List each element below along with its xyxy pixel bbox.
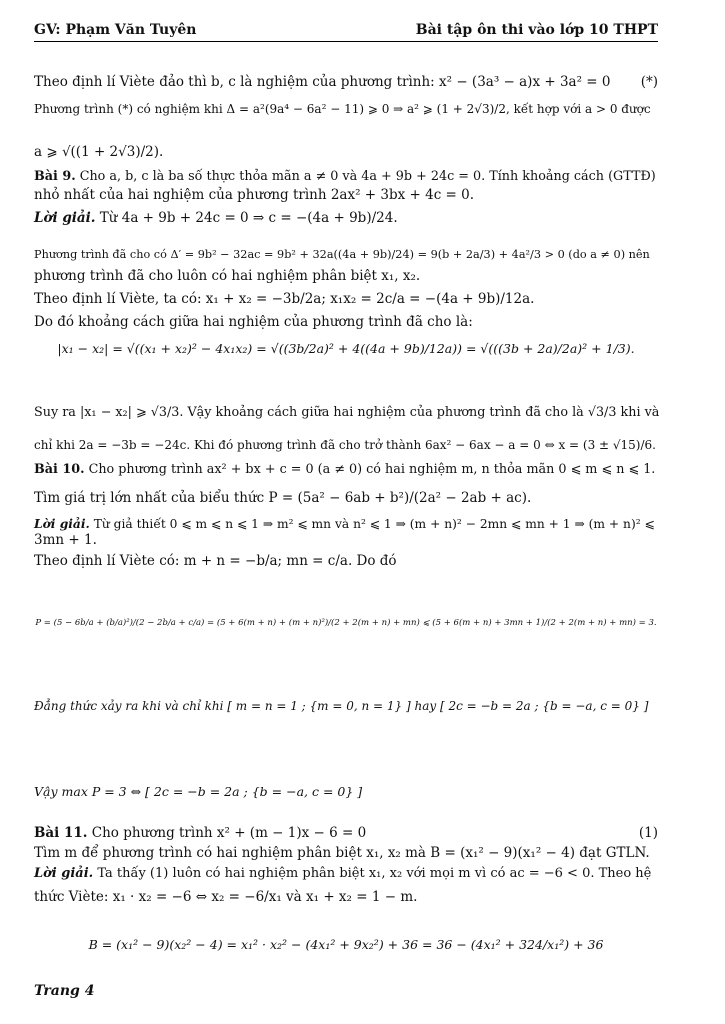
solution-11: Lời giải. Ta thấy (1) luôn có hai nghiệm phân biệt x₁, x₂ với mọi m vì có ac = −6 < 0. Theo hệ (34, 866, 652, 881)
formula: P = (5 − 6b/a + (b/a)²)/(2 − 2b/a + c/a) = (5 + 6(m + n) + (m + n)²)/(2 + 2(m + n) + mn) ⩽ (5 + 6(m + n) + 3mn + 1)/(2 + 2(m + n) + mn) = 3. (35, 618, 657, 628)
page-number: Trang 4 (34, 983, 95, 999)
text-line: Phương trình đã cho có Δ′ = 9b² − 32ac = 9b² + 32a((4a + 9b)/24) = 9(b + 2a/3) + 4a²/3 > 0 (do a ≠ 0) nên (34, 248, 650, 261)
solution-label: Lời giải. (34, 866, 94, 881)
text-line: Suy ra |x₁ − x₂| ⩾ √3/3. Vậy khoảng cách giữa hai nghiệm của phương trình đã cho là √3/3 khi và (34, 405, 660, 420)
text-line: phương trình đã cho luôn có hai nghiệm phân biệt x₁, x₂. (34, 268, 421, 284)
problem-label: Bài 9. (34, 169, 76, 184)
solution-10: Lời giải. Từ giả thiết 0 ⩽ m ⩽ n ⩽ 1 ⇒ m² ⩽ mn và n² ⩽ 1 ⇒ (m + n)² − 2mn ⩽ mn + 1 ⇒ (m + n)² ⩽ (34, 516, 655, 531)
solution-label: Lời giải. (34, 210, 96, 226)
problem-11: Bài 11. Cho phương trình x² + (m − 1)x − 6 = 0 (1) (34, 825, 658, 841)
text-line: Tìm giá trị lớn nhất của biểu thức P = (5a² − 6ab + b²)/(2a² − 2ab + ac). (34, 490, 532, 506)
problem-label: Bài 10. (34, 462, 85, 477)
header-author: GV: Phạm Văn Tuyên (34, 22, 197, 38)
formula: B = (x₁² − 9)(x₂² − 4) = x₁² · x₂² − (4x₁² + 9x₂²) + 36 = 36 − (4x₁² + 324/x₁²) + 36 (88, 937, 604, 952)
condition-line: Đẳng thức xảy ra khi và chỉ khi [ m = n = 1 ; {m = 0, n = 1} ] hay [ 2c = −b = 2a ; {b = −a, c = 0} ] (34, 699, 649, 713)
text-line: Theo định lí Viète có: m + n = −b/a; mn = c/a. Do đó (34, 553, 397, 569)
problem-9: Bài 9. Cho a, b, c là ba số thực thỏa mãn a ≠ 0 và 4a + 9b + 24c = 0. Tính khoảng cách (GTTĐ) (34, 169, 656, 184)
solution-label: Lời giải. (34, 516, 90, 531)
header-title: Bài tập ôn thi vào lớp 10 THPT (415, 22, 658, 38)
text-line: thức Viète: x₁ · x₂ = −6 ⇔ x₂ = −6/x₁ và x₁ + x₂ = 1 − m. (34, 889, 418, 905)
text-line: Phương trình (*) có nghiệm khi Δ = a²(9a⁴ − 6a² − 11) ⩾ 0 ⇒ a² ⩾ (1 + 2√3)/2, kết hợp với a > 0 được (34, 102, 651, 116)
text-line: Tìm m để phương trình có hai nghiệm phân biệt x₁, x₂ mà B = (x₁² − 9)(x₁² − 4) đạt GTLN. (34, 845, 650, 861)
text-line: a ⩾ √((1 + 2√3)/2). (34, 144, 164, 160)
text-line: nhỏ nhất của hai nghiệm của phương trình 2ax² + 3bx + 4c = 0. (34, 187, 475, 203)
page-header (34, 22, 658, 42)
text-line: Theo định lí Viète, ta có: x₁ + x₂ = −3b/2a; x₁x₂ = 2c/a = −(4a + 9b)/12a. (34, 291, 535, 307)
problem-10: Bài 10. Cho phương trình ax² + bx + c = 0 (a ≠ 0) có hai nghiệm m, n thỏa mãn 0 ⩽ m ⩽ n ⩽ 1. (34, 462, 656, 477)
problem-label: Bài 11. (34, 825, 88, 841)
text-line: chỉ khi 2a = −3b = −24c. Khi đó phương trình đã cho trở thành 6ax² − 6ax − a = 0 ⇔ x = (3 ± √15)/6. (34, 438, 656, 452)
text-line: 3mn + 1. (34, 532, 97, 548)
equation-tag: (*) (640, 74, 658, 90)
conclusion-line: Vậy max P = 3 ⇔ [ 2c = −b = 2a ; {b = −a, c = 0} ] (34, 784, 363, 799)
solution-9: Lời giải. Từ 4a + 9b + 24c = 0 ⇒ c = −(4a + 9b)/24. (34, 210, 398, 226)
equation-tag: (1) (638, 825, 658, 841)
text-line: Theo định lí Viète đảo thì b, c là nghiệm của phương trình: x² − (3a³ − a)x + 3a² = 0 (*) (34, 74, 658, 90)
text-line: Do đó khoảng cách giữa hai nghiệm của phương trình đã cho là: (34, 314, 473, 330)
formula: |x₁ − x₂| = √((x₁ + x₂)² − 4x₁x₂) = √((3b/2a)² + 4((4a + 9b)/12a)) = √(((3b + 2a)/2a)² + 1/3). (57, 341, 635, 356)
